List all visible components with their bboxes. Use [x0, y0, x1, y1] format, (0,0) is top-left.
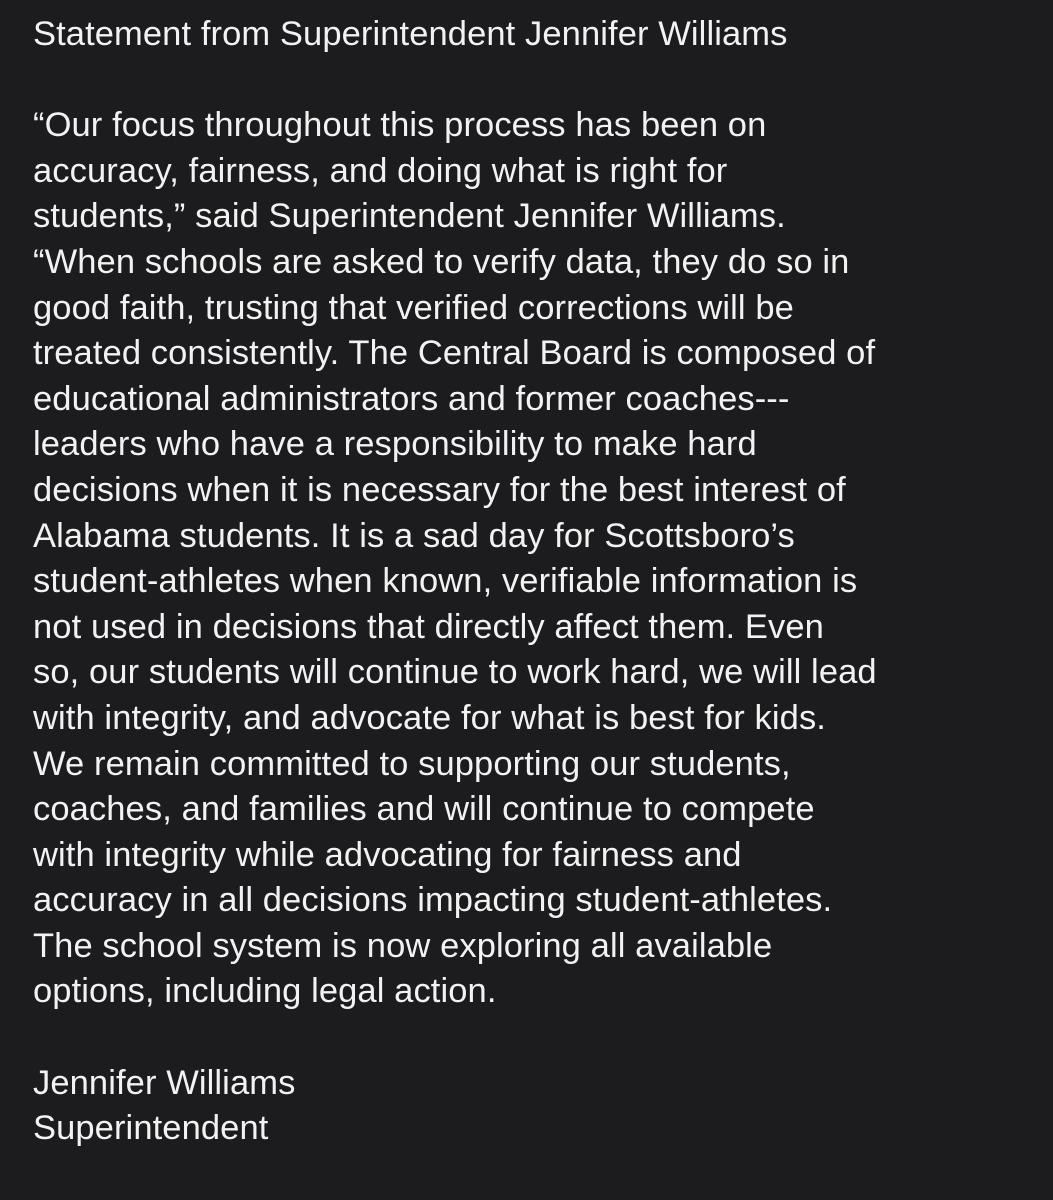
signature-role: Superintendent — [33, 1109, 269, 1148]
blank-line — [33, 58, 1043, 104]
body-line: accuracy in all decisions impacting student-athletes. — [33, 881, 833, 920]
body-line: The school system is now exploring all available — [33, 926, 773, 965]
body-line: with integrity, and advocate for what is best for kids. — [33, 698, 826, 737]
body-line: “When schools are asked to verify data, they do so in — [33, 242, 850, 281]
blank-line — [33, 1015, 1043, 1061]
body-line: students,” said Superintendent Jennifer Williams. — [33, 197, 786, 236]
note-content — [33, 12, 1043, 1152]
body-line: so, our students will continue to work hard, we will lead — [33, 653, 877, 692]
statement-title: Statement from Superintendent Jennifer Williams — [33, 15, 788, 53]
body-line: with integrity while advocating for fairness and — [33, 835, 742, 874]
body-line: leaders who have a responsibility to make hard — [33, 425, 757, 464]
body-line: accuracy, fairness, and doing what is right for — [33, 151, 728, 190]
body-line: student-athletes when known, verifiable information is — [33, 562, 858, 601]
body-line: options, including legal action. — [33, 972, 497, 1011]
body-line: treated consistently. The Central Board is composed of — [33, 334, 876, 373]
body-line: We remain committed to supporting our students, — [33, 744, 791, 783]
signature-name: Jennifer Williams — [33, 1063, 296, 1102]
body-line: decisions when it is necessary for the best interest of — [33, 470, 846, 509]
body-line: “Our focus throughout this process has been on — [33, 106, 767, 145]
body-line: coaches, and families and will continue to compete — [33, 790, 815, 829]
body-line: Alabama students. It is a sad day for Scottsboro’s — [33, 516, 795, 555]
body-line: good faith, trusting that verified corrections will be — [33, 288, 794, 327]
statement-body — [33, 103, 1043, 1015]
body-line: educational administrators and former coaches--- — [33, 379, 790, 418]
body-line: not used in decisions that directly affect them. Even — [33, 607, 824, 646]
